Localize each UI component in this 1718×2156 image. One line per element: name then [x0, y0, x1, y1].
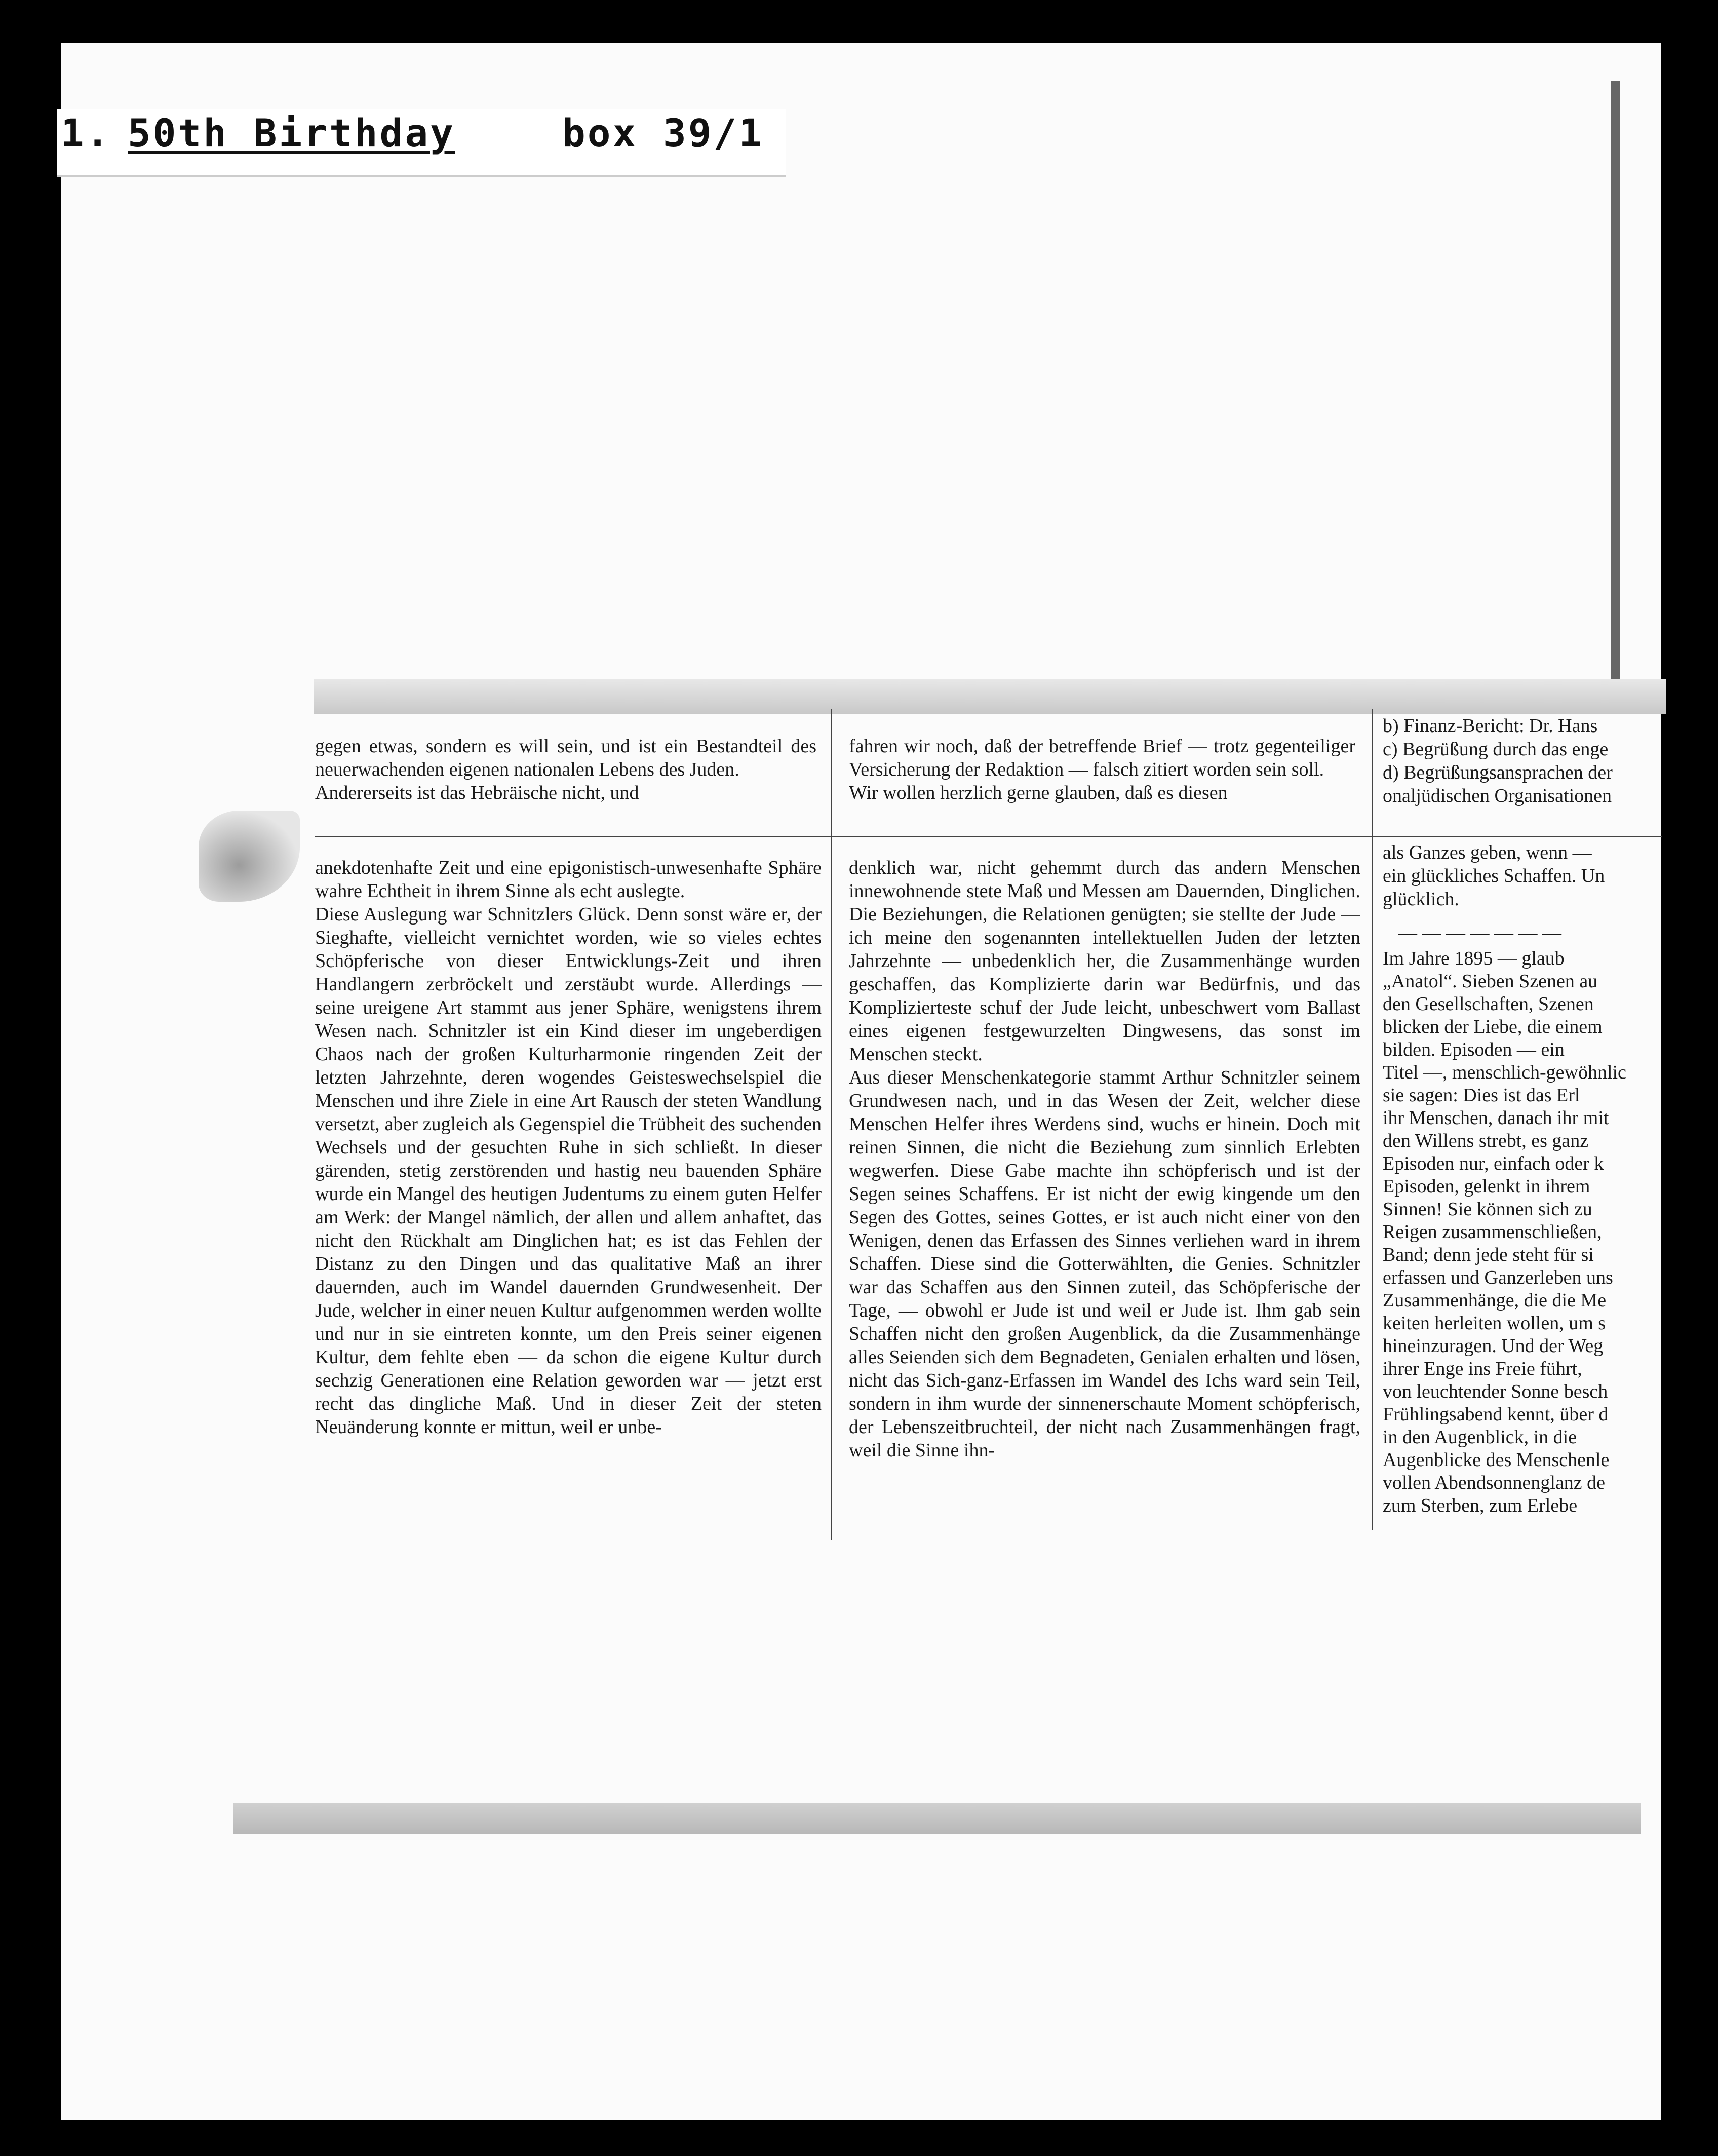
- upper-fragment-right: b) Finanz-Bericht: Dr. Hans c) Begrüßung durch das enge d) Begrüßungsansprachen der onaljüdischen Organisationen: [1383, 715, 1613, 806]
- label-title: 50th Birthday: [128, 110, 455, 156]
- right-column-dashes: — — — — — — —: [1398, 922, 1561, 943]
- separator-line: [315, 836, 1662, 837]
- upper-fragment-middle: fahren wir noch, daß der betreffende Brief — trotz gegenteiliger Versicherung der Redaktion — falsch zitiert worden sein soll. Wir wollen herzlich gerne glauben, daß es diesen: [849, 736, 1355, 803]
- article-column-1: anekdotenhafte Zeit und eine epigonistisch-unwesenhafte Sphäre wahre Echtheit in ihrem Sinne als echt auslegte. Diese Auslegung war Schnitzlers Glück. Denn sonst wäre er, der Sieghafte, vielleicht vernichtet worden, wie so vieles echtes Schöpferische von dieser Entwicklungs-Zeit und ihren Handlangern zerbröckelt und zerstäubt wurde. Allerdings — seine ureigene Art stammt aus jener Sphäre, wenigstens ihrem Wesen nach. Schnitzler ist ein Kind dieser im ungeberdigen Chaos nach der großen Kulturharmonie ringenden Zeit der letzten Jahrzehnte, deren wogendes Geisteswechselspiel die Menschen und ihre Ziele in eine Art Rausch der steten Wandlung versetzt, aber zugleich als Gegenspiel die Trübheit des suchenden Wechsels und der gesuchten Ruhe in sich schließt. In dieser gärenden, stetig zerstörenden und hastig neu bauenden Sphäre wurde ein Mangel des heutigen Judentums zu einem guten Helfer am Werk: der Mangel nämlich, der allen und allem anhaftet, das nicht den Rückhalt am Dinglichen hat; es ist das Fehlen der Distanz zu den Dingen und das qualitative Maß an ihrer dauernden, auch im Wandel dauernden Grundwesenheit. Der Jude, welcher in einer neuen Kultur aufgenommen werden wollte und nur in sie eintreten konnte, um den Preis seiner eigenen Kultur, dem fehlte eben — da schon die eigene Kultur durch sechzig Generationen eine Relation geworden war — jetzt erst recht das dingliche Maß. Und in dieser Zeit der steten Neuänderung konnte er mittun, weil er unbe-: [315, 857, 822, 1438]
- label-box-number: box 39/1: [562, 110, 764, 156]
- article-column-2: denklich war, nicht gehemmt durch das andern Menschen innewohnende stete Maß und Messen am Dauernden, Dinglichen. Die Beziehungen, die Relationen genügten; sie stellte der Jude — ich meine den sogenannten intellektuellen Juden der letzten Jahrzehnte — unbedenklich her, die Zusammenhänge wurden geschaffen, das Komplizierte darin war Bedürfnis, und das Komplizierteste schuf der Jude leicht, unbeschwert vom Ballast eines eigenen festgewurzelten Dingwesens, das sonst im Menschen steckt. Aus dieser Menschenkategorie stammt Arthur Schnitzler seinem Grundwesen nach, und in das Wesen der Zeit, welcher diese Menschen Helfer ihres Werdens sind, wuchs er hinein. Doch mit reinen Sinnen, die nicht die Beziehung zum sinnlich Erlebten wegwerfen. Diese Gabe machte ihn schöpferisch und ist der Segen seines Schaffens. Er ist nicht der ewig kingende um den Segen des Gottes, seines Gottes, er ist auch nicht einer von den Wenigen, denen das Erfassen des Sinnes verliehen ward in ihrem Schaffen. Diese sind die Gotterwählten, die Genies. Schnitzler war das Schaffen aus den Sinnen zuteil, das Schöpferische der Tage, — obwohl er Jude ist und weil er Jude ist. Ihm gab sein Schaffen nicht den großen Augenblick, da die Zusammenhänge alles Seienden sich dem Begnadeten, Genialen erhalten und lösen, nicht das Sich-ganz-Erfassen im Wandel des Ichs ward sein Teil, sondern in ihm wurde der sinnenerschaute Moment schöpferisch, der Lebenszeitbruchteil, der nicht nach Zusammenhängen fragt, weil die Sinne ihn-: [849, 857, 1360, 1461]
- torn-edge-bottom: [233, 1803, 1641, 1834]
- torn-edge-top: [314, 679, 1666, 714]
- right-column-body: Im Jahre 1895 — glaub „Anatol“. Sieben Szenen au den Gesellschaften, Szenen blicken der Liebe, die einem bilden. Episoden — ein Titel —, menschlich-gewöhnlic sie sagen: Dies ist das Erl ihr Menschen, danach ihr mit den Willens strebt, es ganz Episoden nur, einfach oder k Episoden, gelenkt in ihrem Sinnen! Sie können sich zu Reigen zusammenschließen, Band; denn jede steht für si erfassen und Ganzerleben uns Zusammenhänge, die die Me keiten herleiten wollen, um s hineinzuragen. Und der Weg ihrer Enge ins Freie führt, von leuchtender Sonne besch Frühlingsabend kennt, über d in den Augenblick, in die Augenblicke des Menschenle vollen Abendsonnenglanz de zum Sterben, zum Erlebe: [1383, 948, 1626, 1516]
- column-rule-1: [831, 709, 832, 1540]
- upper-fragment-left: gegen etwas, sondern es will sein, und ist ein Bestandteil des neuerwachenden eigenen nationalen Lebens des Juden. Andererseits ist das Hebräische nicht, und: [315, 736, 816, 803]
- column-rule-2: [1372, 709, 1373, 1530]
- paper-edge: [1611, 81, 1620, 699]
- right-column-top: als Ganzes geben, wenn — ein glückliches Schaffen. Un glücklich.: [1383, 842, 1605, 910]
- label-prefix: 1.: [61, 110, 111, 156]
